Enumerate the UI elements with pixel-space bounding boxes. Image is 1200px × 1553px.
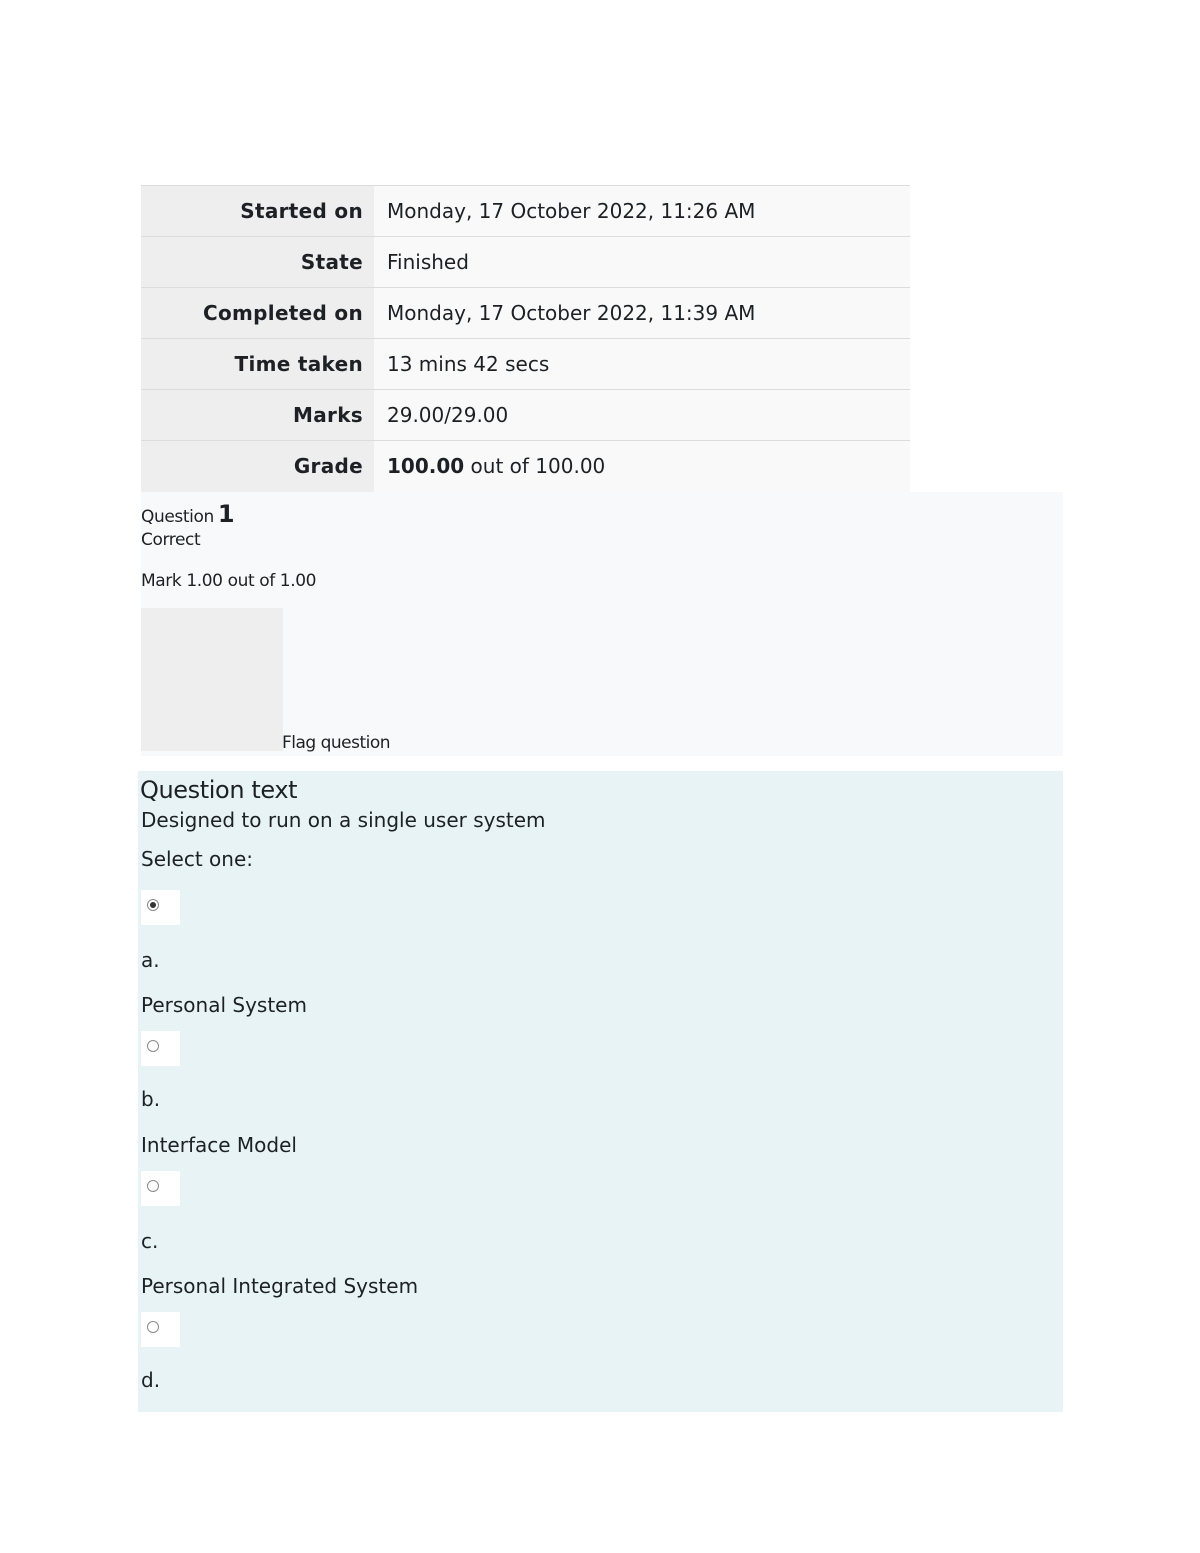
state-value: Finished xyxy=(374,237,910,288)
option-b-radio-wrapper[interactable] xyxy=(141,1031,180,1066)
question-state: Correct xyxy=(141,530,201,550)
option-c-radio[interactable] xyxy=(147,1180,159,1192)
option-a-radio-wrapper[interactable] xyxy=(141,890,180,925)
answer-prompt: Select one: xyxy=(141,847,254,871)
grade-label: Grade xyxy=(141,441,374,492)
option-c-label[interactable]: Personal Integrated System xyxy=(141,1274,419,1298)
question-number-label: Question xyxy=(141,507,214,527)
option-d-letter: d. xyxy=(141,1368,161,1392)
option-c-letter: c. xyxy=(141,1229,159,1253)
question-content xyxy=(138,771,1063,1412)
flag-icon[interactable] xyxy=(141,608,283,751)
option-d-radio[interactable] xyxy=(147,1321,159,1333)
flag-question-link[interactable]: Flag question xyxy=(282,733,391,753)
question-info xyxy=(141,492,1063,756)
state-label: State xyxy=(141,237,374,288)
question-number xyxy=(141,500,234,528)
summary-row-marks xyxy=(141,390,910,441)
summary-row-grade xyxy=(141,441,910,492)
option-c-radio-wrapper[interactable] xyxy=(141,1171,180,1206)
marks-value: 29.00/29.00 xyxy=(374,390,910,441)
attempt-summary-table xyxy=(141,185,910,492)
time-taken-value: 13 mins 42 secs xyxy=(374,339,910,390)
option-a-letter: a. xyxy=(141,948,160,972)
option-b-letter: b. xyxy=(141,1087,161,1111)
question-number-value: 1 xyxy=(217,500,235,528)
summary-row-time-taken xyxy=(141,339,910,390)
option-a-radio[interactable] xyxy=(147,899,159,911)
completed-on-value: Monday, 17 October 2022, 11:39 AM xyxy=(374,288,910,339)
started-on-label: Started on xyxy=(141,186,374,237)
option-a-label[interactable]: Personal System xyxy=(141,993,307,1017)
marks-label: Marks xyxy=(141,390,374,441)
question-text: Designed to run on a single user system xyxy=(141,808,546,832)
time-taken-label: Time taken xyxy=(141,339,374,390)
question-text-heading: Question text xyxy=(140,776,298,804)
option-d-radio-wrapper[interactable] xyxy=(141,1312,180,1347)
summary-row-started-on xyxy=(141,186,910,237)
started-on-value: Monday, 17 October 2022, 11:26 AM xyxy=(374,186,910,237)
summary-row-completed-on xyxy=(141,288,910,339)
option-b-label[interactable]: Interface Model xyxy=(141,1133,297,1157)
grade-score: 100.00 xyxy=(387,454,465,479)
grade-value xyxy=(374,441,910,492)
grade-out-of: out of 100.00 xyxy=(464,454,606,479)
question-grade: Mark 1.00 out of 1.00 xyxy=(141,571,317,591)
option-b-radio[interactable] xyxy=(147,1040,159,1052)
summary-row-state xyxy=(141,237,910,288)
completed-on-label: Completed on xyxy=(141,288,374,339)
